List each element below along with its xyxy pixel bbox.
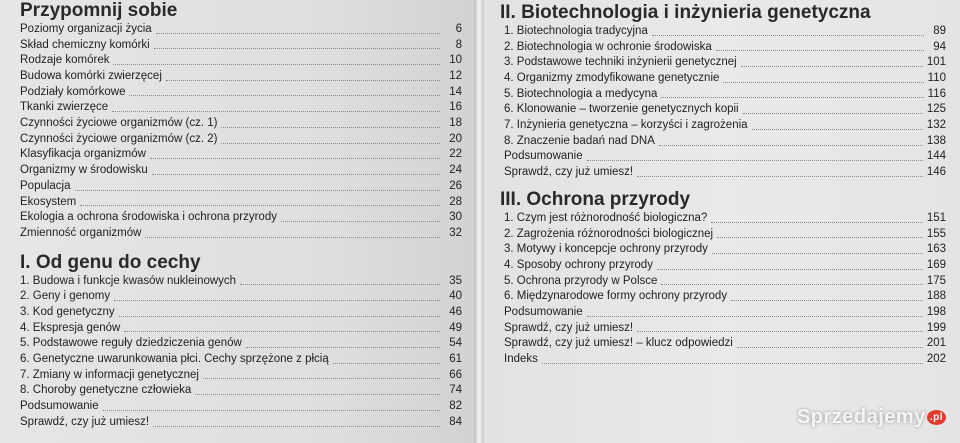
toc-list-przypomnij (20, 22, 462, 242)
toc-entry-page: 110 (927, 72, 946, 85)
toc-entry-label: 3. Motywy i koncepcje ochrony przyrody (504, 243, 708, 256)
toc-entry-label: Klasyfikacja organizmów (20, 148, 146, 161)
toc-entry-label: Organizmy w środowisku (20, 164, 148, 177)
toc-entry (20, 116, 462, 132)
toc-leader-dots (221, 127, 440, 128)
toc-entry-page: 35 (449, 274, 462, 287)
toc-leader-dots (203, 378, 440, 379)
toc-entry (500, 352, 946, 368)
toc-entry-label: Skład chemiczny komórki (20, 38, 150, 51)
toc-entry-label: 7. Inżynieria genetyczna – korzyści i zagrożenia (504, 119, 748, 132)
toc-leader-dots (659, 145, 923, 146)
toc-entry-label: 4. Sposoby ochrony przyrody (504, 258, 653, 271)
toc-entry (20, 336, 462, 352)
toc-entry-page: 46 (449, 305, 462, 318)
toc-leader-dots (587, 316, 923, 317)
toc-entry-label: Tkanki zwierzęce (20, 101, 109, 114)
toc-leader-dots (195, 394, 440, 395)
toc-entry-page: 94 (933, 40, 946, 53)
toc-entry-page: 32 (449, 226, 462, 239)
toc-entry (20, 179, 462, 195)
toc-entry (20, 22, 462, 38)
toc-entry-label: Poziomy organizacji życia (20, 22, 152, 35)
toc-entry-label: 2. Geny i genomy (20, 290, 111, 303)
toc-entry (20, 210, 462, 226)
toc-entry-page: 26 (449, 179, 462, 192)
toc-leader-dots (113, 64, 440, 65)
toc-entry-label: 4. Organizmy zmodyfikowane genetycznie (504, 72, 720, 85)
toc-entry-page: 199 (926, 321, 946, 334)
toc-leader-dots (166, 80, 440, 81)
toc-entry (20, 85, 462, 101)
toc-leader-dots (752, 129, 923, 130)
toc-entry (500, 289, 946, 305)
toc-leader-dots (652, 35, 924, 36)
toc-leader-dots (153, 426, 440, 427)
toc-leader-dots (103, 410, 440, 411)
toc-leader-dots (80, 205, 440, 206)
toc-entry (20, 289, 462, 305)
toc-entry-label: 1. Biotechnologia tradycyjna (504, 24, 648, 37)
toc-entry-label: 6. Klonowanie – tworzenie genetycznych kopii (504, 103, 739, 116)
toc-entry-label: 3. Kod genetyczny (20, 305, 115, 318)
toc-entry (20, 415, 462, 431)
toc-entry-page: 89 (933, 24, 946, 37)
toc-entry-page: 8 (455, 38, 462, 51)
toc-entry-page: 169 (926, 258, 946, 271)
toc-leader-dots (657, 269, 923, 270)
toc-entry (500, 134, 946, 150)
toc-leader-dots (240, 284, 440, 285)
toc-entry-label: 4. Ekspresja genów (20, 321, 121, 334)
toc-entry (20, 226, 462, 242)
toc-entry-label: Zmienność organizmów (20, 226, 142, 239)
toc-entry (20, 383, 462, 399)
toc-entry-label: 5. Podstawowe reguły dziedziczenia genów (20, 337, 242, 350)
toc-leader-dots (119, 316, 440, 317)
toc-leader-dots (723, 82, 923, 83)
toc-entry (500, 227, 946, 243)
toc-leader-dots (661, 97, 923, 98)
toc-entry (500, 336, 946, 352)
toc-entry-label: 6. Genetyczne uwarunkowania płci. Cechy sprzężone z płcią (20, 353, 329, 366)
toc-entry (500, 118, 946, 134)
toc-entry-page: 146 (926, 166, 946, 179)
toc-leader-dots (156, 33, 440, 34)
toc-entry-label: 3. Podstawowe techniki inżynierii genetycznej (504, 56, 737, 69)
toc-leader-dots (124, 331, 440, 332)
toc-entry-label: Podsumowanie (504, 150, 583, 163)
toc-list-biotechnologia (500, 24, 946, 181)
toc-entry-page: 155 (926, 227, 946, 240)
toc-entry (500, 24, 946, 40)
toc-entry (20, 352, 462, 368)
toc-leader-dots (114, 300, 440, 301)
toc-entry-page: 40 (449, 290, 462, 303)
toc-entry-page: 175 (926, 274, 946, 287)
toc-entry-page: 12 (449, 70, 462, 83)
toc-list-ochrona (500, 211, 946, 368)
toc-list-od-genu (20, 274, 462, 431)
book-gutter (474, 0, 484, 443)
toc-entry-page: 84 (449, 415, 462, 428)
toc-entry-page: 66 (449, 368, 462, 381)
toc-entry (500, 165, 946, 181)
toc-entry (500, 274, 946, 290)
toc-entry-label: Populacja (20, 179, 71, 192)
section-title-biotechnologia: II. Biotechnologia i inżynieria genetyczna (500, 2, 871, 23)
toc-entry (500, 102, 946, 118)
toc-leader-dots (150, 158, 440, 159)
toc-entry (500, 321, 946, 337)
toc-entry-page: 82 (449, 400, 462, 413)
toc-entry-page: 6 (455, 22, 462, 35)
toc-entry (500, 305, 946, 321)
toc-leader-dots (737, 347, 923, 348)
toc-entry-page: 18 (449, 117, 462, 130)
toc-entry-page: 24 (449, 164, 462, 177)
toc-entry (500, 258, 946, 274)
toc-entry (20, 69, 462, 85)
toc-entry (500, 71, 946, 87)
toc-entry (20, 132, 462, 148)
toc-entry-label: 2. Zagrożenia różnorodności biologicznej (504, 227, 714, 240)
toc-entry-page: 22 (449, 148, 462, 161)
toc-entry (20, 368, 462, 384)
toc-entry-page: 14 (449, 85, 462, 98)
left-page (0, 0, 474, 443)
toc-entry-label: 5. Ochrona przyrody w Polsce (504, 274, 658, 287)
toc-entry-page: 138 (926, 134, 946, 147)
toc-leader-dots (661, 284, 922, 285)
toc-entry-label: 1. Budowa i funkcje kwasów nukleinowych (20, 274, 237, 287)
toc-entry-label: Indeks (504, 353, 538, 366)
toc-entry (500, 87, 946, 103)
toc-entry (20, 274, 462, 290)
toc-entry-page: 151 (926, 211, 946, 224)
toc-entry (20, 321, 462, 337)
toc-entry (20, 100, 462, 116)
toc-entry-page: 28 (449, 195, 462, 208)
toc-leader-dots (154, 48, 440, 49)
toc-entry-page: 198 (926, 305, 946, 318)
toc-entry-page: 116 (927, 87, 946, 100)
toc-leader-dots (246, 347, 440, 348)
toc-entry-label: Podziały komórkowe (20, 85, 126, 98)
toc-entry-label: 5. Biotechnologia a medycyna (504, 87, 658, 100)
toc-entry (20, 399, 462, 415)
toc-entry-page: 202 (926, 353, 946, 366)
toc-leader-dots (712, 253, 923, 254)
toc-entry-page: 163 (926, 243, 946, 256)
toc-entry-page: 74 (449, 384, 462, 397)
toc-entry-page: 30 (449, 211, 462, 224)
toc-entry (500, 40, 946, 56)
toc-entry-label: Sprawdź, czy już umiesz! (20, 415, 150, 428)
toc-leader-dots (281, 221, 440, 222)
toc-entry-label: 7. Zmiany w informacji genetycznej (20, 368, 199, 381)
toc-leader-dots (542, 363, 923, 364)
toc-leader-dots (112, 111, 440, 112)
toc-entry-page: 49 (449, 321, 462, 334)
toc-entry (500, 150, 946, 166)
toc-entry (500, 242, 946, 258)
toc-entry-label: Sprawdź, czy już umiesz! – klucz odpowiedzi (504, 337, 733, 350)
toc-entry-label: Czynności życiowe organizmów (cz. 1) (20, 117, 218, 130)
toc-entry-label: Budowa komórki zwierzęcej (20, 70, 162, 83)
toc-entry (20, 163, 462, 179)
toc-leader-dots (75, 190, 440, 191)
toc-leader-dots (743, 113, 923, 114)
toc-leader-dots (711, 222, 923, 223)
toc-leader-dots (637, 176, 923, 177)
toc-entry (20, 305, 462, 321)
toc-entry-page: 10 (449, 54, 462, 67)
toc-leader-dots (129, 95, 440, 96)
toc-entry-label: 8. Choroby genetyczne człowieka (20, 384, 192, 397)
toc-entry-label: 6. Międzynarodowe formy ochrony przyrody (504, 290, 728, 303)
toc-leader-dots (716, 50, 924, 51)
toc-entry (20, 148, 462, 164)
toc-entry-label: Sprawdź, czy już umiesz! (504, 321, 634, 334)
toc-leader-dots (145, 237, 440, 238)
toc-entry-page: 201 (926, 337, 946, 350)
toc-leader-dots (731, 300, 923, 301)
toc-leader-dots (333, 363, 440, 364)
toc-entry-label: Ekosystem (20, 195, 77, 208)
toc-entry (20, 195, 462, 211)
watermark-logo: Sprzedajemy .pl (797, 406, 946, 429)
toc-entry-page: 61 (449, 353, 462, 366)
section-title-przypomnij: Przypomnij sobie (20, 0, 178, 21)
toc-entry (20, 53, 462, 69)
right-page (484, 0, 960, 443)
toc-entry-page: 125 (926, 103, 946, 116)
toc-leader-dots (587, 160, 923, 161)
toc-entry-page: 20 (449, 132, 462, 145)
toc-entry (20, 38, 462, 54)
section-title-ochrona: III. Ochrona przyrody (500, 188, 691, 210)
toc-entry-page: 188 (926, 290, 946, 303)
toc-entry-label: 2. Biotechnologia w ochronie środowiska (504, 40, 712, 53)
toc-entry-label: Czynności życiowe organizmów (cz. 2) (20, 132, 218, 145)
section-title-od-genu: I. Od genu do cechy (20, 251, 201, 273)
toc-entry-label: Podsumowanie (20, 400, 99, 413)
toc-entry-label: 1. Czym jest różnorodność biologiczna? (504, 211, 708, 224)
toc-entry (500, 211, 946, 227)
toc-leader-dots (741, 66, 923, 67)
toc-leader-dots (717, 237, 923, 238)
toc-entry-label: 8. Znaczenie badań nad DNA (504, 134, 655, 147)
toc-entry-page: 16 (449, 101, 462, 114)
toc-leader-dots (152, 174, 440, 175)
toc-entry-label: Podsumowanie (504, 305, 583, 318)
toc-entry-label: Ekologia a ochrona środowiska i ochrona przyrody (20, 211, 277, 224)
toc-entry-page: 101 (926, 56, 946, 69)
toc-leader-dots (221, 143, 440, 144)
toc-entry-page: 144 (926, 150, 946, 163)
toc-entry-label: Rodzaje komórek (20, 54, 110, 67)
toc-entry (500, 55, 946, 71)
toc-entry-page: 54 (449, 337, 462, 350)
toc-leader-dots (637, 331, 923, 332)
toc-entry-page: 132 (926, 119, 946, 132)
toc-entry-label: Sprawdź, czy już umiesz! (504, 166, 634, 179)
